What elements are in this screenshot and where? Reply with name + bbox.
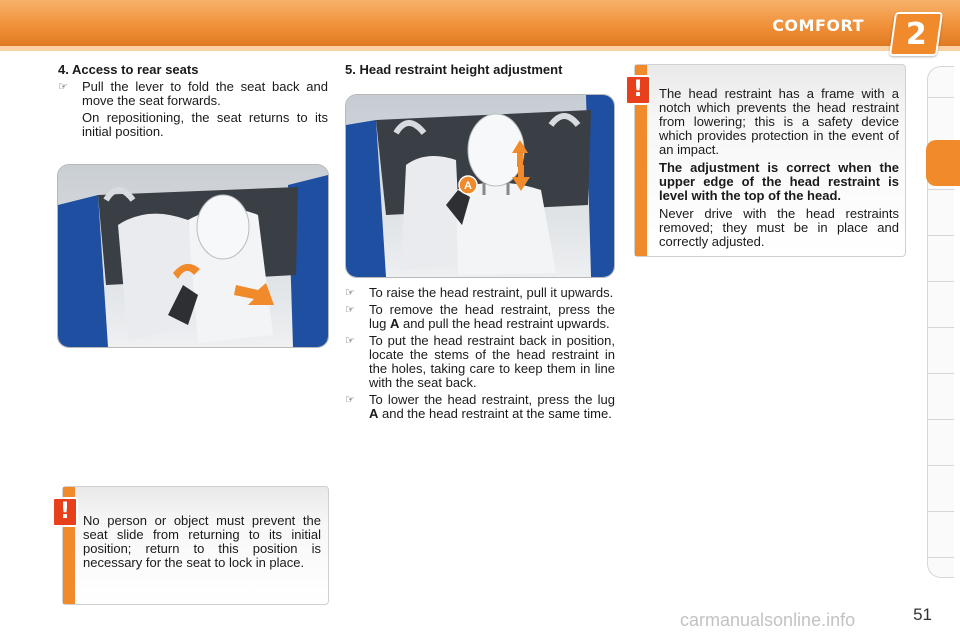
warning-right-para3: Never drive with the head restraints removed; they must be in place and correctly adjusted. <box>659 206 899 249</box>
section-5-bullet <box>345 286 615 300</box>
section-4 <box>58 63 328 139</box>
head-restraint-illustration <box>346 95 614 277</box>
hand-pointer-icon: ☞ <box>345 287 355 299</box>
warning-box-left <box>62 486 329 605</box>
hand-pointer-icon: ☞ <box>345 394 355 406</box>
lug-label-a: A <box>464 180 472 192</box>
tab-divider <box>928 189 954 190</box>
header-stripe <box>0 46 960 51</box>
rear-seat-access-image <box>57 164 329 348</box>
tab-divider <box>928 235 954 236</box>
tab-divider <box>928 557 954 558</box>
section-5-heading: 5. Head restraint height adjustment <box>345 62 563 77</box>
section-5-bullet <box>345 334 615 390</box>
tab-divider <box>928 419 954 420</box>
exclamation-icon: ! <box>52 497 78 527</box>
chapter-title: COMFORT <box>772 16 864 35</box>
hand-pointer-icon: ☞ <box>58 81 68 93</box>
tab-divider <box>928 373 954 374</box>
rear-seat-illustration <box>58 165 328 347</box>
warning-right-para1: The head restraint has a frame with a notch which prevents the head restraint from lowering; this is a safety device which provides protection in the event of an impact. <box>659 86 899 157</box>
section-5-bullet <box>345 303 615 331</box>
exclamation-icon: ! <box>625 75 651 105</box>
bullet-text: and the head restraint at the same time. <box>378 406 612 421</box>
chapter-number-badge <box>889 12 943 56</box>
page-number: 51 <box>913 605 932 624</box>
bullet-text: and pull the head restraint upwards. <box>399 316 610 331</box>
tab-divider <box>928 97 954 98</box>
bullet-text: To put the head restraint back in position, locate the stems of the head restraint in the holes, taking care to keep them in line with the seat back. <box>369 333 615 390</box>
section-4-heading: 4. Access to rear seats <box>58 62 199 77</box>
bullet-text: To remove the head restraint, press the lug <box>369 302 615 331</box>
bullet-bold-lug: A <box>369 406 379 421</box>
warning-left-text: No person or object must prevent the seat slide from returning to its initial position; return to this position is necessary for the seat to lock in place. <box>83 513 321 570</box>
chapter-number: 2 <box>905 16 927 52</box>
section-4-bullet-text: Pull the lever to fold the seat back and move the seat forwards. <box>82 79 328 108</box>
warning-right-text <box>659 87 899 253</box>
watermark: carmanualsonline.info <box>680 610 856 630</box>
head-restraint-image <box>345 94 615 278</box>
section-4-bullet <box>58 80 328 108</box>
warning-box-right <box>634 64 906 257</box>
warning-right-para2: The adjustment is correct when the upper edge of the head restraint is level with the top of the head. <box>659 160 899 203</box>
hand-pointer-icon: ☞ <box>345 304 355 316</box>
chapter-tab-active[interactable] <box>926 140 960 186</box>
tab-divider <box>928 327 954 328</box>
tab-divider <box>928 281 954 282</box>
section-5-bullets <box>345 286 615 424</box>
bullet-text: To raise the head restraint, pull it upwards. <box>369 285 614 300</box>
section-5-heading-wrap <box>345 63 615 80</box>
section-4-paragraph: On repositioning, the seat returns to its initial position. <box>82 110 328 139</box>
bullet-text: To lower the head restraint, press the lug <box>369 392 615 407</box>
hand-pointer-icon: ☞ <box>345 335 355 347</box>
tab-divider <box>928 511 954 512</box>
section-5-bullet <box>345 393 615 421</box>
tab-divider <box>928 465 954 466</box>
bullet-bold-lug: A <box>389 316 400 331</box>
